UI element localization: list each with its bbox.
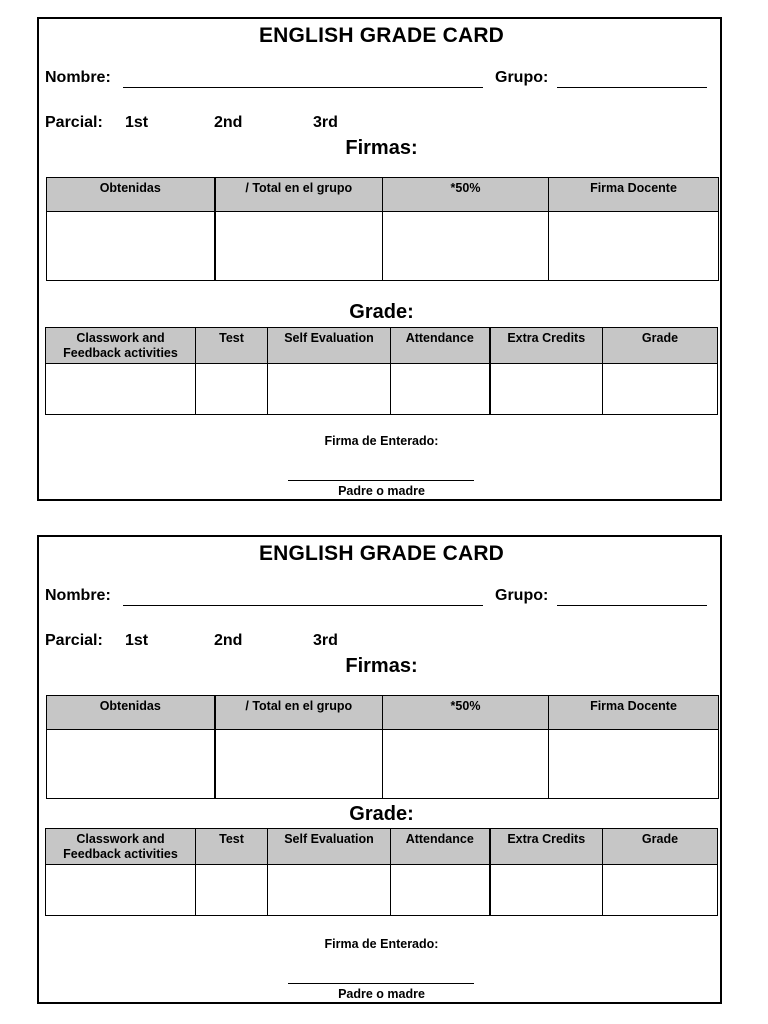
grade-cell[interactable] [603, 865, 718, 916]
table-header-row [46, 829, 718, 865]
column-header-classwork: Classwork and Feedback activities [46, 328, 196, 364]
parcial-option-3rd[interactable]: 3rd [313, 632, 338, 649]
nombre-field[interactable] [123, 87, 483, 88]
firmas-heading: Firmas: [345, 137, 418, 159]
grade-heading: Grade: [349, 301, 414, 323]
nombre-label: Nombre: [45, 69, 111, 86]
grupo-label: Grupo: [495, 587, 549, 604]
parcial-option-2nd[interactable]: 2nd [214, 632, 243, 649]
parcial-label: Parcial: [45, 632, 103, 649]
grade-table [45, 828, 718, 916]
nombre-label: Nombre: [45, 587, 111, 604]
column-header-obtenidas: Obtenidas [47, 696, 215, 730]
grade-card [37, 17, 722, 501]
column-header-classwork: Classwork and Feedback activities [46, 829, 196, 865]
firmas-table [46, 177, 719, 281]
firma-docente-cell[interactable] [549, 212, 719, 281]
table-row [47, 730, 719, 799]
attendance-cell[interactable] [391, 865, 490, 916]
grade-card [37, 535, 722, 1004]
50-percent-cell[interactable] [383, 730, 549, 799]
total-grupo-cell[interactable] [215, 730, 383, 799]
column-header-grade: Grade [603, 328, 718, 364]
grade-cell[interactable] [603, 364, 718, 415]
column-header-grade: Grade [603, 829, 718, 865]
table-row [46, 364, 718, 415]
column-header-extra-credits: Extra Credits [490, 829, 603, 865]
signature-caption: Padre o madre [338, 987, 425, 1001]
parcial-option-1st[interactable]: 1st [125, 114, 149, 131]
obtenidas-cell[interactable] [47, 212, 215, 281]
grupo-field[interactable] [557, 87, 707, 88]
column-header-attendance: Attendance [391, 328, 490, 364]
column-header-firma-docente: Firma Docente [549, 696, 719, 730]
parent-signature-line[interactable] [288, 480, 474, 481]
column-header-total-grupo: / Total en el grupo [215, 178, 383, 212]
nombre-field[interactable] [123, 605, 483, 606]
parcial-option-1st[interactable]: 1st [125, 632, 149, 649]
grupo-label: Grupo: [495, 69, 549, 86]
column-header-test: Test [196, 829, 268, 865]
column-header-firma-docente: Firma Docente [549, 178, 719, 212]
classwork-cell[interactable] [46, 865, 196, 916]
extra-credits-cell[interactable] [490, 364, 603, 415]
column-header-self-evaluation: Self Evaluation [268, 328, 391, 364]
grade-table [45, 327, 718, 415]
table-header-row [46, 328, 718, 364]
column-header-50-percent: *50% [383, 696, 549, 730]
table-row [46, 865, 718, 916]
column-header-test: Test [196, 328, 268, 364]
column-header-self-evaluation: Self Evaluation [268, 829, 391, 865]
firma-enterado-label: Firma de Enterado: [324, 937, 439, 951]
total-grupo-cell[interactable] [215, 212, 383, 281]
card-title: ENGLISH GRADE CARD [258, 542, 505, 565]
column-header-total-grupo: / Total en el grupo [215, 696, 383, 730]
parcial-option-3rd[interactable]: 3rd [313, 114, 338, 131]
table-header-row [47, 696, 719, 730]
column-header-attendance: Attendance [391, 829, 490, 865]
classwork-cell[interactable] [46, 364, 196, 415]
parent-signature-line[interactable] [288, 983, 474, 984]
column-header-50-percent: *50% [383, 178, 549, 212]
firma-enterado-label: Firma de Enterado: [324, 434, 439, 448]
test-cell[interactable] [196, 364, 268, 415]
table-row [47, 212, 719, 281]
parcial-label: Parcial: [45, 114, 103, 131]
attendance-cell[interactable] [391, 364, 490, 415]
extra-credits-cell[interactable] [490, 865, 603, 916]
grupo-field[interactable] [557, 605, 707, 606]
table-header-row [47, 178, 719, 212]
firma-docente-cell[interactable] [549, 730, 719, 799]
self-evaluation-cell[interactable] [268, 865, 391, 916]
column-header-extra-credits: Extra Credits [490, 328, 603, 364]
column-header-obtenidas: Obtenidas [47, 178, 215, 212]
signature-caption: Padre o madre [338, 484, 425, 498]
self-evaluation-cell[interactable] [268, 364, 391, 415]
test-cell[interactable] [196, 865, 268, 916]
firmas-table [46, 695, 719, 799]
firmas-heading: Firmas: [345, 655, 418, 677]
50-percent-cell[interactable] [383, 212, 549, 281]
obtenidas-cell[interactable] [47, 730, 215, 799]
parcial-option-2nd[interactable]: 2nd [214, 114, 243, 131]
card-title: ENGLISH GRADE CARD [258, 24, 505, 47]
grade-heading: Grade: [349, 803, 414, 825]
